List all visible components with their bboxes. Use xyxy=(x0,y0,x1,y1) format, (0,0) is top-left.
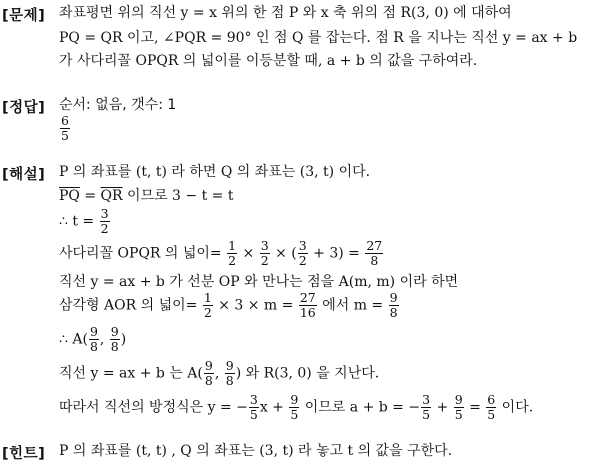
fraction: $\frac{9}{8}$ xyxy=(225,358,234,388)
fraction: $\frac{9}{8}$ xyxy=(389,290,398,320)
fraction: $\frac{3}{2}$ xyxy=(298,238,307,268)
hint-label: [힌트] xyxy=(2,446,46,462)
fraction: $\frac{3}{5}$ xyxy=(422,392,431,422)
explanation-line-2: $\overline{PQ} = \overline{QR}$ 이므로 3 − t = t xyxy=(59,188,234,204)
explanation-line-5: 직선 y = ax + b 가 선분 OP 와 만나는 점을 A(m, m) 이라 하면 xyxy=(59,274,459,290)
fraction: $\frac{9}{5}$ xyxy=(290,392,299,422)
problem-line-2: PQ = QR 이고, ∠PQR = 90° 인 점 Q 를 잡는다. 점 R 을 지나는 직선 y = ax + b xyxy=(59,30,578,46)
answer-fraction xyxy=(60,114,70,143)
fraction: $\frac{9}{8}$ xyxy=(204,358,213,388)
explanation-line-6: 삼각형 AOR 의 넓이= $\frac{1}{2}$ × 3 × m = $\frac{27}{16}$ 에서 m = $\frac{9}{8}$ xyxy=(59,290,398,320)
t-value-fraction: $\frac{3}{2}$ xyxy=(100,206,109,236)
fraction: $\frac{3}{2}$ xyxy=(260,238,269,268)
segment-pq: $\overline{PQ}$ xyxy=(59,188,80,204)
problem-label: [문제] xyxy=(2,8,46,24)
explanation-line-1: P 의 좌표를 (t, t) 라 하면 Q 의 좌표는 (3, t) 이다. xyxy=(59,164,371,180)
explanation-line-3: ∴ t = $\frac{3}{2}$ xyxy=(59,206,109,236)
problem-line-3: 가 사다리꼴 OPQR 의 넓이를 이등분할 때, a + b 의 값을 구하여라. xyxy=(59,53,478,69)
explanation-label: [해설] xyxy=(2,167,46,183)
answer-label: [정답] xyxy=(2,100,46,116)
fraction: $\frac{9}{8}$ xyxy=(110,324,119,354)
segment-qr: $\overline{QR}$ xyxy=(100,188,123,204)
explanation-line-4: 사다리꼴 OPQR 의 넓이= $\frac{1}{2}$ × $\frac{3}{2}$ × ( $\frac{3}{2}$ + 3) = $\frac{27}{8}$ xyxy=(59,238,383,268)
explanation-line-7: ∴ A( $\frac{9}{8}$ , $\frac{9}{8}$ ) xyxy=(59,324,127,354)
hint-line: P 의 좌표를 (t, t) , Q 의 좌표는 (3, t) 라 놓고 t 의 값을 구한다. xyxy=(59,443,453,459)
explanation-line-8: 직선 y = ax + b 는 A( $\frac{9}{8}$ , $\frac{9}{8}$ ) 와 R(3, 0) 을 지난다. xyxy=(59,358,380,388)
fraction: $\frac{1}{2}$ xyxy=(228,238,237,268)
answer-denominator: 5 xyxy=(61,128,69,143)
fraction: $\frac{27}{8}$ xyxy=(366,238,383,268)
problem-line-1: 좌표평면 위의 직선 y = x 위의 한 점 P 와 x 축 위의 점 R(3, 0) 에 대하여 xyxy=(59,5,512,21)
explanation-line-9: 따라서 직선의 방정식은 y = − $\frac{3}{5}$ x + $\frac{9}{5}$ 이므로 a + b = − $\frac{3}{5}$ + $\frac{9}{5}$ = $\frac{6}{5}$ 이다. xyxy=(59,392,534,422)
fraction: $\frac{1}{2}$ xyxy=(203,290,212,320)
fraction: $\frac{6}{5}$ xyxy=(487,392,496,422)
fraction: $\frac{27}{16}$ xyxy=(299,290,316,320)
answer-numerator: 6 xyxy=(61,113,69,128)
answer-value xyxy=(59,114,71,143)
answer-line: 순서: 없음, 갯수: 1 xyxy=(59,97,177,113)
fraction: $\frac{9}{8}$ xyxy=(89,324,98,354)
fraction: $\frac{3}{5}$ xyxy=(249,392,258,422)
fraction: $\frac{9}{5}$ xyxy=(454,392,463,422)
